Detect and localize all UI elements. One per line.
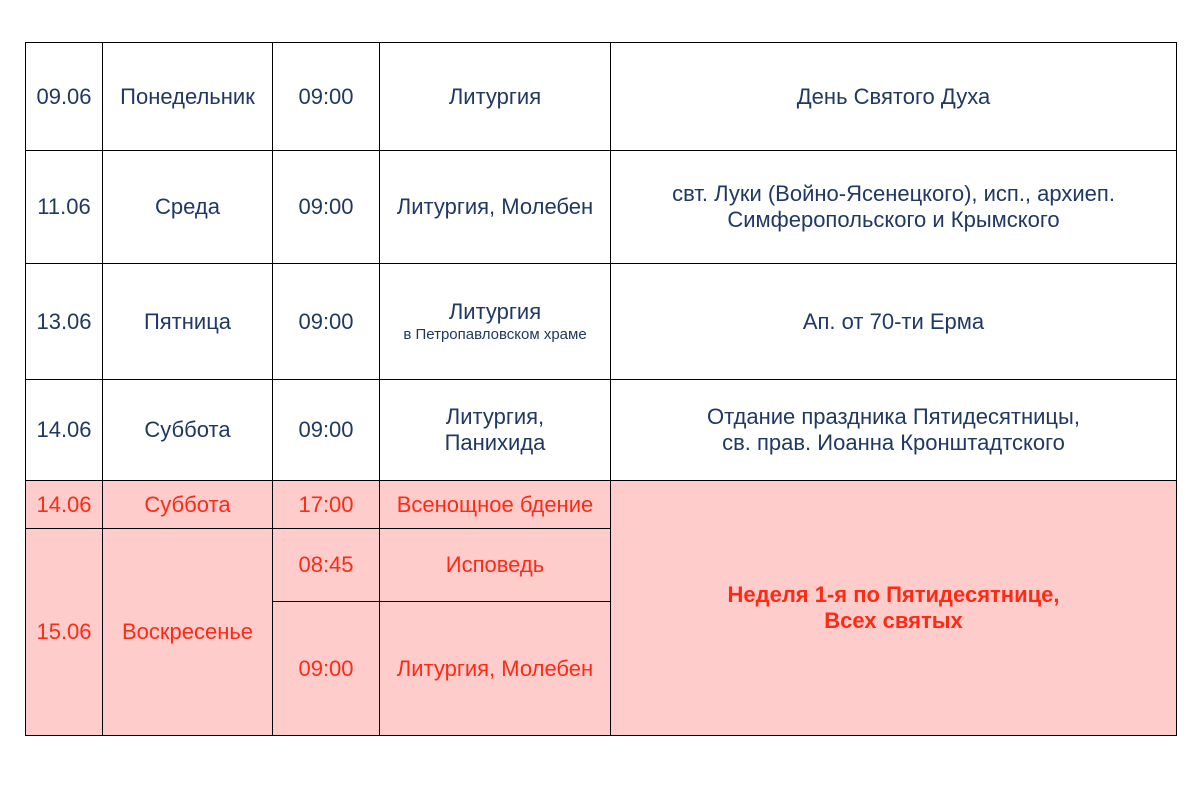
note-line: Всех святых (824, 608, 963, 633)
schedule-row (26, 151, 1177, 264)
time-cell: 17:00 (273, 481, 380, 529)
service-cell: Всенощное бдение (380, 481, 611, 529)
note-cell (611, 151, 1177, 264)
time-cell: 09:00 (273, 43, 380, 151)
weekday-cell: Среда (103, 151, 273, 264)
note-line: Отдание праздника Пятидесятницы, (707, 404, 1080, 429)
note-cell: Ап. от 70-ти Ерма (611, 264, 1177, 380)
feast-note-cell (611, 481, 1177, 736)
note-line: Неделя 1-я по Пятидесятнице, (727, 582, 1060, 607)
service-cell (380, 264, 611, 380)
note-line: свт. Луки (Войно-Ясенецкого), исп., архиеп. (672, 181, 1115, 206)
time-cell: 09:00 (273, 151, 380, 264)
weekday-cell: Воскресенье (103, 529, 273, 736)
schedule-row (26, 380, 1177, 481)
service-location: в Петропавловском храме (403, 325, 587, 343)
time-cell: 08:45 (273, 529, 380, 602)
service-title: Литургия (448, 298, 542, 324)
service-cell: Литургия, Молебен (380, 602, 611, 736)
service-cell: Исповедь (380, 529, 611, 602)
note-cell: День Святого Духа (611, 43, 1177, 151)
service-line: Литургия, (445, 404, 545, 429)
holiday-row (26, 481, 1177, 529)
time-cell: 09:00 (273, 380, 380, 481)
date-cell: 15.06 (26, 529, 103, 736)
schedule-table (25, 42, 1177, 736)
service-cell: Литургия (380, 43, 611, 151)
date-cell: 14.06 (26, 481, 103, 529)
time-cell: 09:00 (273, 602, 380, 736)
schedule-row (26, 264, 1177, 380)
weekday-cell: Пятница (103, 264, 273, 380)
note-line: Симферопольского и Крымского (727, 207, 1060, 232)
note-line: св. прав. Иоанна Кронштадтского (722, 430, 1065, 455)
date-cell: 13.06 (26, 264, 103, 380)
date-cell: 14.06 (26, 380, 103, 481)
note-cell (611, 380, 1177, 481)
weekday-cell: Суббота (103, 481, 273, 529)
date-cell: 11.06 (26, 151, 103, 264)
time-cell: 09:00 (273, 264, 380, 380)
schedule-row (26, 43, 1177, 151)
service-cell (380, 380, 611, 481)
weekday-cell: Суббота (103, 380, 273, 481)
weekday-cell: Понедельник (103, 43, 273, 151)
date-cell: 09.06 (26, 43, 103, 151)
service-line: Панихида (444, 430, 546, 455)
service-cell: Литургия, Молебен (380, 151, 611, 264)
